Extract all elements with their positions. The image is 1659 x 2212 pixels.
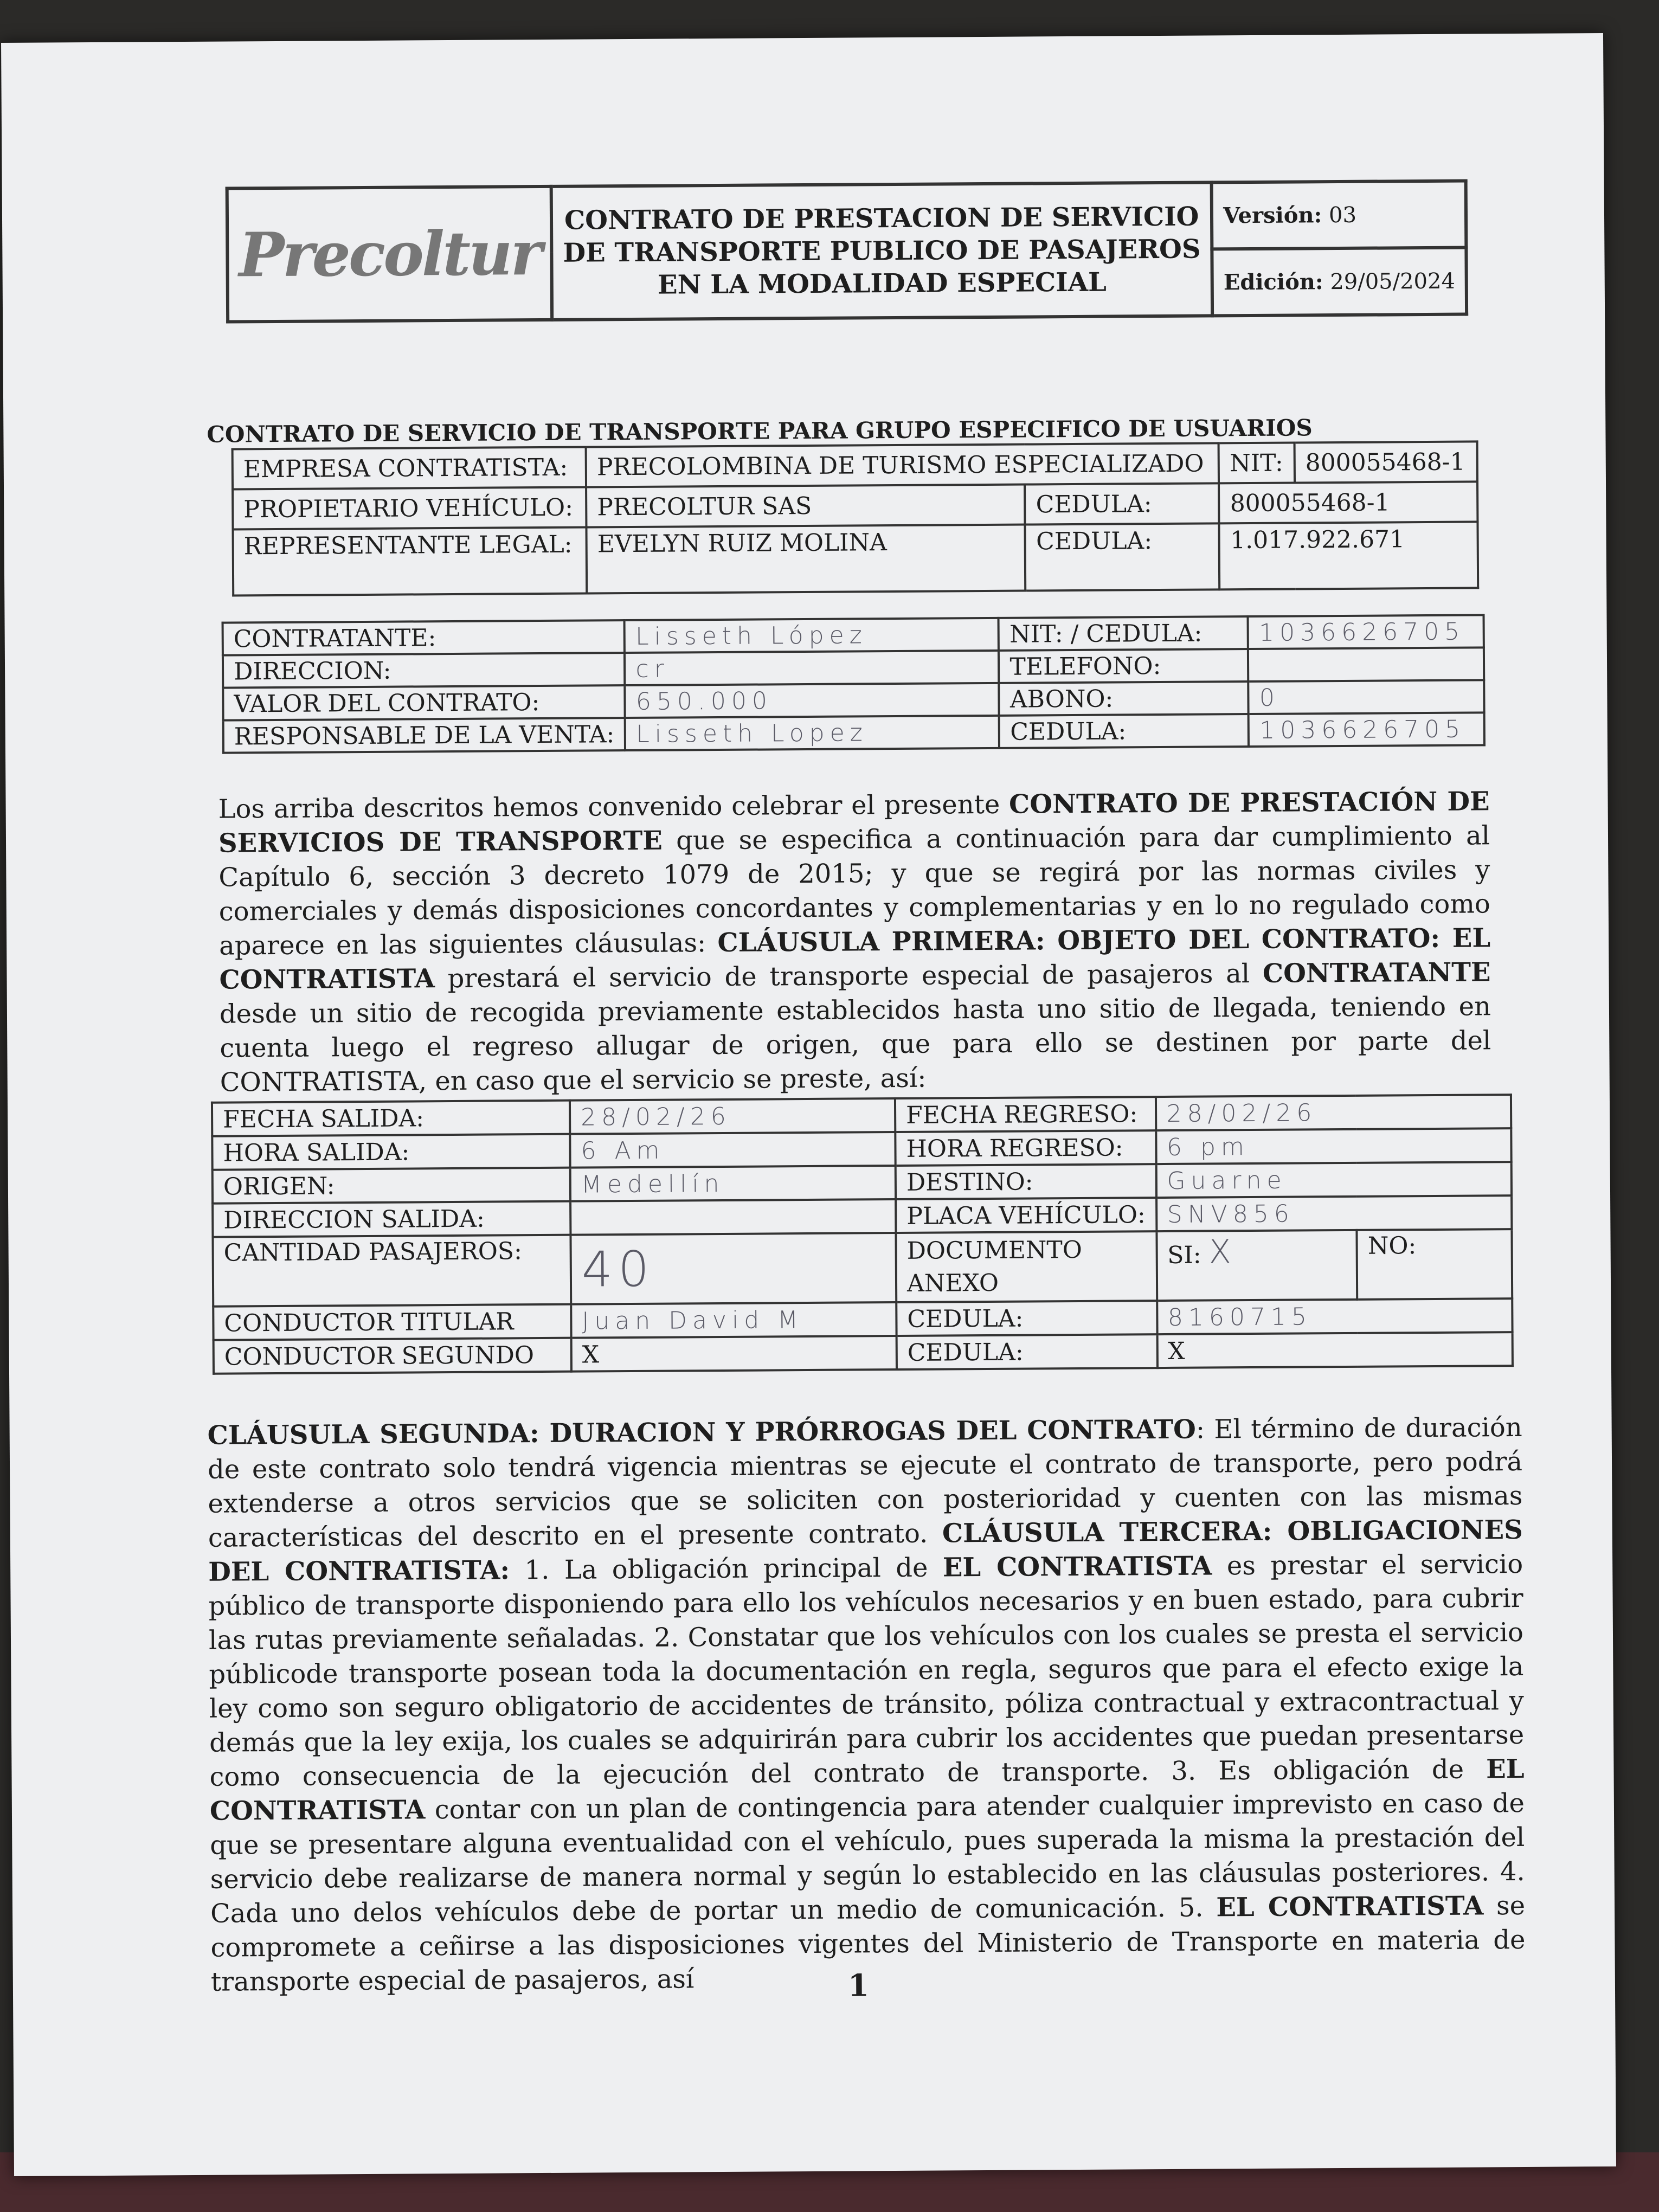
conductor-segundo-value: X	[571, 1336, 897, 1372]
fecha-salida-value: 28/02/26	[570, 1098, 895, 1134]
title-line-2: DE TRANSPORTE PUBLICO DE PASAJEROS	[563, 234, 1201, 268]
propietario-value: PRECOLTUR SAS	[586, 485, 1025, 528]
si-value: X	[1208, 1233, 1237, 1271]
destino-label: DESTINO:	[896, 1164, 1156, 1199]
cedula-label: CEDULA:	[999, 714, 1249, 748]
contratante-table	[222, 614, 1486, 754]
paragraph-text: desde un sitio de recogida previamente establecidos hasta uno sitio de llegada, teniendo en cuenta luego el regreso allugar de origen, que para ello se destinen por parte del CONTRATISTA, en caso que el servicio se preste, así:	[219, 991, 1491, 1098]
cedula-label: CEDULA:	[1025, 483, 1219, 524]
si-label: SI:	[1167, 1241, 1201, 1269]
paragraph-text: es prestar el servicio público de transporte disponiendo para ello los vehículos necesarios y en buen estado, para cubrir las rutas previamente señaladas. 2. Constatar que los vehículos con los cuales se presta el servicio públicode transporte posean toda la documentación en regla, seguros que para el efecto exige la ley como son seguro obligatorio de accidentes de tránsito, póliza contractual y extracontractual y demás que la ley exija, los cuales se adquirirán para cubrir los accidentes que puedan presentarse como consecuencia de la ejecución del contrato de transporte. 3. Es obligación de	[208, 1548, 1525, 1792]
paragraph-bold: EL CONTRATISTA	[209, 1753, 1525, 1827]
paragraph-bold: CLÁUSULA SEGUNDA: DURACION Y PRÓRROGAS DEL CONTRATO	[207, 1414, 1197, 1451]
conductor-segundo-cedula: X	[1157, 1332, 1513, 1368]
nit-cedula-value: 1036626705	[1248, 615, 1484, 649]
placa-label: PLACA VEHÍCULO:	[896, 1198, 1156, 1233]
paragraph-bold: CLÁUSULA TERCERA: OBLIGACIONES DEL CONTRATISTA:	[208, 1514, 1523, 1587]
contratante-label: CONTRATANTE:	[223, 620, 625, 655]
conductor-segundo-label: CONDUCTOR SEGUNDO	[214, 1338, 571, 1374]
hora-regreso-label: HORA REGRESO:	[895, 1130, 1156, 1166]
paragraph-bold: CONTRATO DE PRESTACIÓN DE SERVICIOS DE TRANSPORTE	[218, 786, 1490, 859]
version-label: Versión:	[1223, 202, 1322, 229]
paragraph-text: que se especifica a continuación para dar cumplimiento al Capítulo 6, sección 3 decreto 1079 de 2015; y que se regirá por las normas civiles y comerciales y demás disposiciones concordantes y complementarias y en lo no regulado como aparece en las siguientes cláusulas:	[218, 820, 1490, 961]
nit-cedula-label: NIT: / CEDULA:	[999, 616, 1248, 651]
fecha-salida-label: FECHA SALIDA:	[212, 1101, 570, 1136]
paragraph-text: se compromete a ceñirse a las disposiciones vigentes del Ministerio de Transporte en materia de transporte especial de pasajeros, así	[210, 1890, 1526, 1997]
destino-value: Guarne	[1156, 1162, 1512, 1198]
origen-value: Medellín	[570, 1166, 896, 1201]
edition-value: 29/05/2024	[1330, 268, 1456, 295]
telefono-label: TELEFONO:	[999, 649, 1248, 683]
paragraph-text: 1. La obligación principal de	[509, 1552, 943, 1586]
abono-label: ABONO:	[999, 681, 1249, 716]
edition-cell	[1212, 248, 1467, 316]
origen-label: ORIGEN:	[213, 1168, 570, 1204]
title-line-1: CONTRATO DE PRESTACION DE SERVICIO	[564, 201, 1199, 236]
document-page	[1, 33, 1616, 2176]
cedula-label: CEDULA:	[896, 1301, 1157, 1336]
paragraph-text: prestará el servicio de transporte especial de pasajeros al	[434, 958, 1263, 994]
header-table	[226, 179, 1469, 324]
version-value: 03	[1328, 202, 1357, 228]
conductor-titular-value: Juan David M	[571, 1302, 896, 1338]
paragraph-clausula-primera	[218, 785, 1491, 1099]
nit-label: NIT:	[1219, 443, 1295, 484]
paragraph-bold: EL CONTRATISTA	[1216, 1891, 1484, 1923]
abono-value: 0	[1249, 680, 1484, 714]
cedula-label: CEDULA:	[1025, 523, 1220, 590]
hora-regreso-value: 6 pm	[1156, 1128, 1512, 1164]
representante-label: REPRESENTANTE LEGAL:	[233, 527, 587, 595]
fecha-regreso-value: 28/02/26	[1155, 1095, 1511, 1130]
propietario-label: PROPIETARIO VEHÍCULO:	[233, 487, 587, 529]
paragraph-text: Los arriba descritos hemos convenido celebrar el presente	[218, 789, 1009, 825]
conductor-titular-cedula: 8160715	[1157, 1298, 1513, 1334]
telefono-value	[1248, 647, 1484, 681]
cantidad-value: 40	[570, 1233, 896, 1304]
placa-value: SNV856	[1156, 1195, 1512, 1231]
conductor-titular-label: CONDUCTOR TITULAR	[213, 1304, 571, 1340]
company-table	[232, 440, 1480, 596]
valor-value: 650.000	[625, 683, 999, 718]
direccion-salida-label: DIRECCION SALIDA:	[213, 1201, 570, 1237]
trip-table	[211, 1094, 1514, 1375]
empresa-value: PRECOLOMBINA DE TURISMO ESPECIALIZADO	[586, 443, 1219, 487]
hora-salida-label: HORA SALIDA:	[212, 1134, 570, 1170]
responsable-cedula: 1036626705	[1249, 712, 1484, 747]
direccion-salida-value	[570, 1199, 896, 1235]
direccion-label: DIRECCION:	[223, 653, 625, 688]
version-cell	[1212, 181, 1467, 249]
fecha-regreso-label: FECHA REGRESO:	[895, 1097, 1156, 1132]
edition-label: Edición:	[1223, 269, 1323, 295]
documento-si	[1156, 1230, 1358, 1301]
valor-label: VALOR DEL CONTRATO:	[223, 685, 625, 721]
representante-cedula: 1.017.922.671	[1219, 522, 1478, 589]
paragraph-clausulas	[208, 1411, 1526, 1999]
responsable-label: RESPONSABLE DE LA VENTA:	[223, 718, 626, 753]
logo	[227, 187, 552, 322]
cedula-label: CEDULA:	[897, 1334, 1158, 1369]
logo-text: Precoltur	[239, 217, 541, 291]
responsable-value: Lisseth Lopez	[625, 716, 999, 750]
nit-value: 800055468-1	[1294, 441, 1477, 483]
direccion-value: cr	[625, 651, 999, 685]
representante-value: EVELYN RUIZ MOLINA	[587, 525, 1026, 594]
no-label: NO:	[1357, 1229, 1512, 1300]
contratante-value: Lisseth López	[625, 618, 999, 653]
documento-label: DOCUMENTO ANEXO	[896, 1231, 1156, 1302]
document-title	[551, 182, 1213, 319]
page-number: 1	[847, 1967, 870, 2004]
paragraph-text: : El término de duración de este contrato solo tendrá vigencia mientras se ejecute el contrato de transporte, pero podrá extenderse a otros servicios que se soliciten con posterioridad y cuenten con las mismas características del descrito en el presente contrato.	[207, 1412, 1523, 1553]
paragraph-bold: EL CONTRATISTA	[942, 1551, 1212, 1583]
propietario-cedula: 800055468-1	[1219, 481, 1477, 523]
section-title: CONTRATO DE SERVICIO DE TRANSPORTE PARA GRUPO ESPECIFICO DE USUARIOS	[207, 414, 1313, 448]
cantidad-label: CANTIDAD PASAJEROS:	[213, 1235, 571, 1307]
paragraph-bold: CLÁUSULA PRIMERA: OBJETO DEL CONTRATO: EL CONTRATISTA	[219, 923, 1491, 995]
empresa-label: EMPRESA CONTRATISTA:	[233, 447, 587, 489]
hora-salida-value: 6 Am	[570, 1132, 895, 1168]
title-line-3: EN LA MODALIDAD ESPECIAL	[657, 267, 1107, 300]
paragraph-text: contar con un plan de contingencia para atender cualquier imprevisto en caso de que se presentare alguna eventualidad con el vehículo, pues superada la misma la prestación del servicio debe realizarse de manera normal y según lo establecido en las cláusulas posteriores. 4. Cada uno delos vehículos debe de portar un medio de comunicación. 5.	[210, 1787, 1525, 1929]
paragraph-bold: CONTRATANTE	[1262, 957, 1491, 989]
